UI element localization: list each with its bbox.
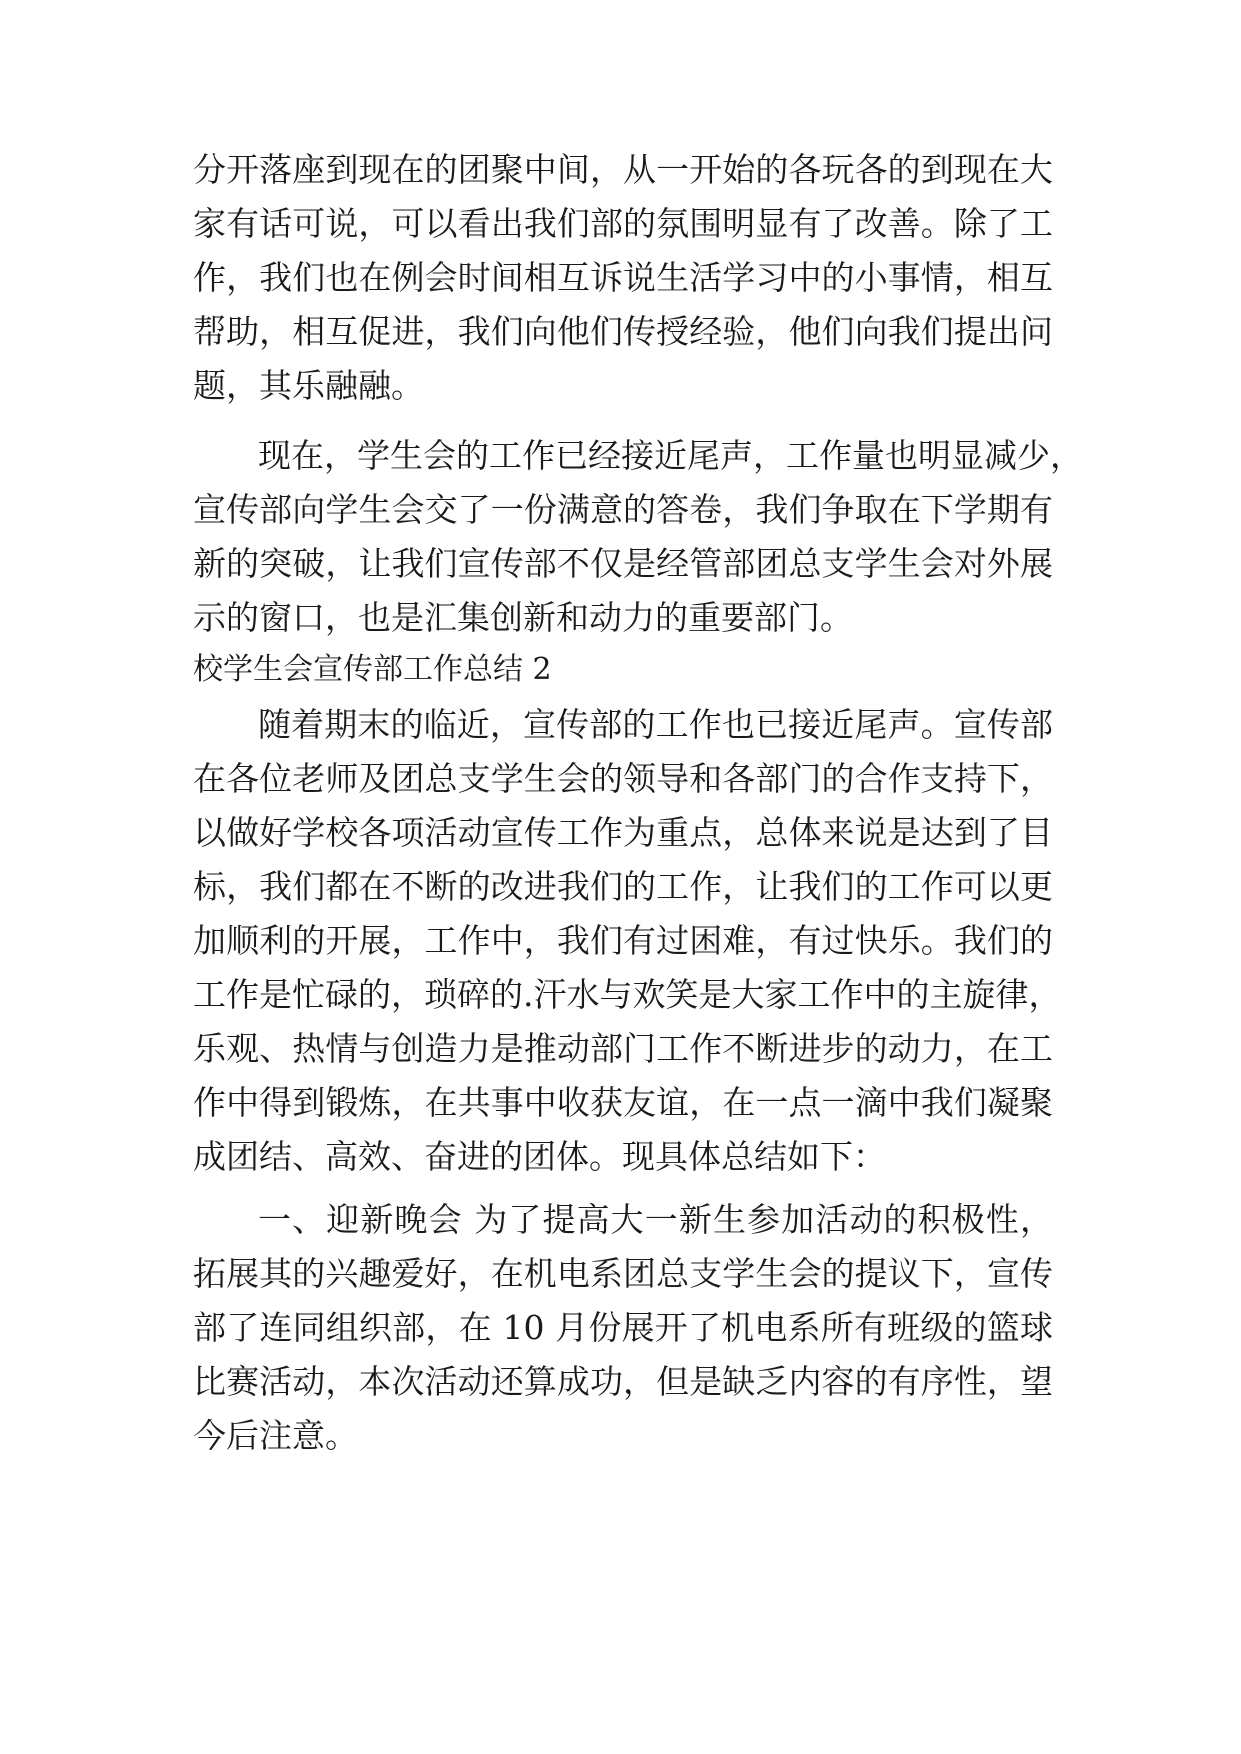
paragraph-line: 部了连同组织部，在 10 月份展开了机电系所有班级的篮球 xyxy=(193,1308,1053,1347)
paragraph-line: 分开落座到现在的团聚中间，从一开始的各玩各的到现在大 xyxy=(193,150,1053,189)
paragraph-line: 新的突破，让我们宣传部不仅是经管部团总支学生会对外展 xyxy=(193,544,1053,583)
paragraph-line: 拓展其的兴趣爱好，在机电系团总支学生会的提议下，宣传 xyxy=(193,1254,1053,1293)
paragraph-line: 示的窗口，也是汇集创新和动力的重要部门。 xyxy=(193,598,853,637)
paragraph-line: 题，其乐融融。 xyxy=(193,366,424,405)
paragraph-line: 家有话可说，可以看出我们部的氛围明显有了改善。除了工 xyxy=(193,204,1053,243)
paragraph-line: 宣传部向学生会交了一份满意的答卷，我们争取在下学期有 xyxy=(193,490,1053,529)
paragraph-line: 工作是忙碌的，琐碎的.汗水与欢笑是大家工作中的主旋律， xyxy=(193,975,1062,1014)
paragraph-line: 一、迎新晚会 为了提高大一新生参加活动的积极性， xyxy=(258,1200,1053,1239)
paragraph-line: 加顺利的开展，工作中，我们有过困难，有过快乐。我们的 xyxy=(193,921,1053,960)
paragraph-line: 帮助，相互促进，我们向他们传授经验，他们向我们提出问 xyxy=(193,312,1053,351)
paragraph-line: 标，我们都在不断的改进我们的工作，让我们的工作可以更 xyxy=(193,867,1053,906)
paragraph-line: 乐观、热情与创造力是推动部门工作不断进步的动力，在工 xyxy=(193,1029,1053,1068)
section-heading: 校学生会宣传部工作总结 2 xyxy=(193,652,552,687)
paragraph-line: 作中得到锻炼，在共事中收获友谊，在一点一滴中我们凝聚 xyxy=(193,1083,1053,1122)
paragraph-line: 随着期末的临近，宣传部的工作也已接近尾声。宣传部 xyxy=(258,705,1053,744)
paragraph-line: 以做好学校各项活动宣传工作为重点，总体来说是达到了目 xyxy=(193,813,1053,852)
paragraph-line: 今后注意。 xyxy=(193,1416,358,1455)
paragraph-line: 在各位老师及团总支学生会的领导和各部门的合作支持下， xyxy=(193,759,1053,798)
paragraph-line: 现在，学生会的工作已经接近尾声，工作量也明显减少， xyxy=(258,436,1083,475)
paragraph-line: 比赛活动，本次活动还算成功，但是缺乏内容的有序性，望 xyxy=(193,1362,1053,1401)
paragraph-line: 成团结、高效、奋进的团体。现具体总结如下： xyxy=(193,1137,886,1176)
paragraph-line: 作，我们也在例会时间相互诉说生活学习中的小事情，相互 xyxy=(193,258,1053,297)
